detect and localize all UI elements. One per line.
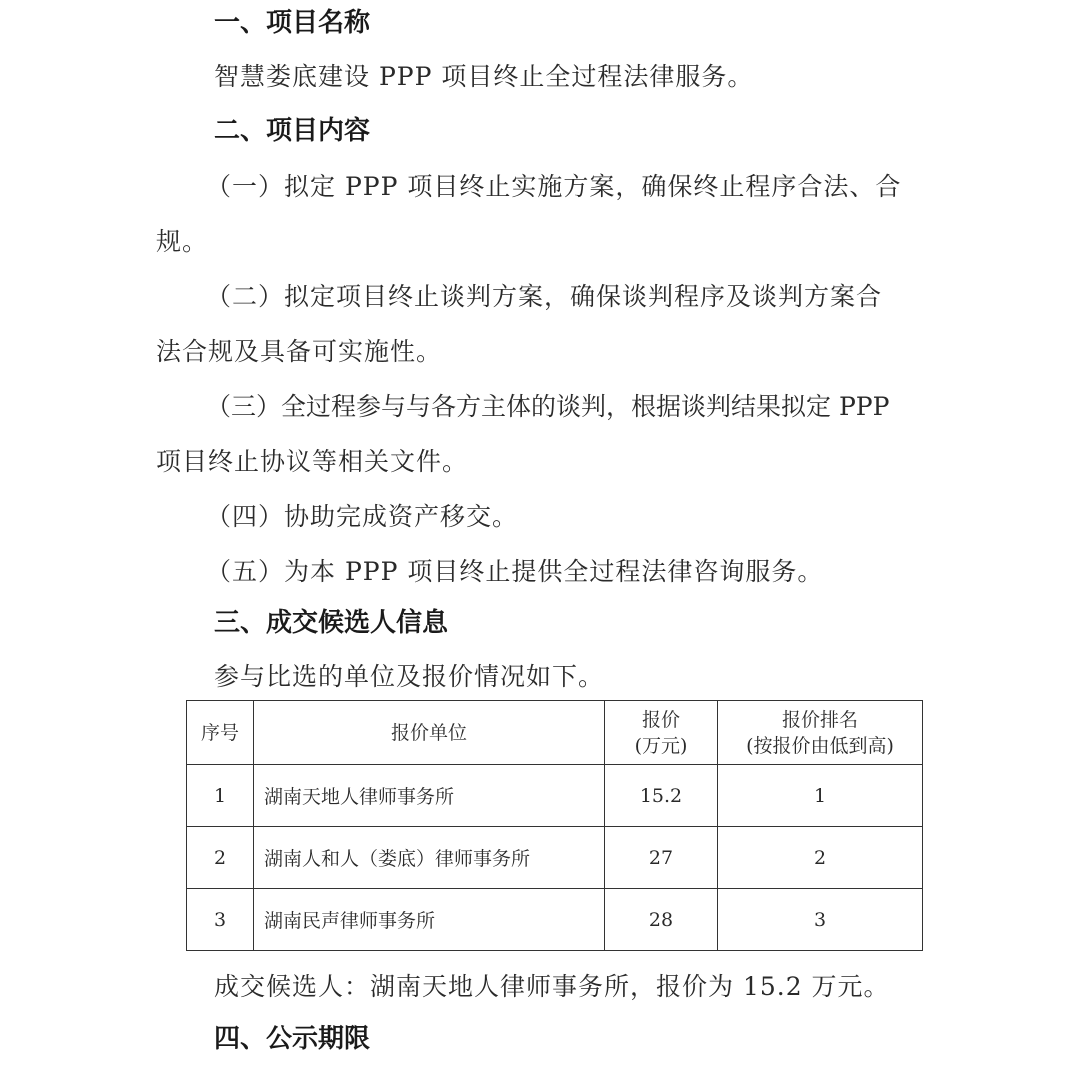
cell-price: 15.2 bbox=[605, 765, 718, 827]
table-row bbox=[187, 889, 923, 951]
quote-table bbox=[186, 700, 923, 951]
content-item-1-line2: 规。 bbox=[156, 227, 209, 256]
cell-seq: 3 bbox=[187, 889, 254, 951]
header-price-l2: (万元) bbox=[634, 734, 688, 757]
cell-price: 27 bbox=[605, 827, 718, 889]
content-item-1-line1: （一）拟定 PPP 项目终止实施方案，确保终止程序合法、合 bbox=[206, 172, 902, 201]
header-unit: 报价单位 bbox=[254, 701, 605, 765]
header-price bbox=[605, 701, 718, 765]
cell-rank: 2 bbox=[718, 827, 923, 889]
table-row bbox=[187, 765, 923, 827]
table-header-row bbox=[187, 701, 923, 765]
content-item-3-line2: 项目终止协议等相关文件。 bbox=[156, 447, 469, 476]
cell-unit: 湖南人和人（娄底）律师事务所 bbox=[254, 827, 605, 889]
content-item-5: （五）为本 PPP 项目终止提供全过程法律咨询服务。 bbox=[206, 557, 824, 586]
content-item-4: （四）协助完成资产移交。 bbox=[206, 502, 519, 531]
project-name-text: 智慧娄底建设 PPP 项目终止全过程法律服务。 bbox=[214, 62, 754, 91]
cell-unit: 湖南天地人律师事务所 bbox=[254, 765, 605, 827]
candidate-result: 成交候选人：湖南天地人律师事务所，报价为 15.2 万元。 bbox=[214, 972, 890, 1001]
heading-project-name: 一、项目名称 bbox=[214, 8, 371, 38]
heading-publicity-period: 四、公示期限 bbox=[214, 1024, 371, 1054]
heading-project-content: 二、项目内容 bbox=[214, 116, 371, 146]
cell-unit: 湖南民声律师事务所 bbox=[254, 889, 605, 951]
content-item-3-line1: （三）全过程参与与各方主体的谈判，根据谈判结果拟定 PPP bbox=[206, 392, 890, 421]
table-row bbox=[187, 827, 923, 889]
cell-price: 28 bbox=[605, 889, 718, 951]
cell-seq: 2 bbox=[187, 827, 254, 889]
header-price-l1: 报价 bbox=[641, 708, 680, 731]
cell-rank: 1 bbox=[718, 765, 923, 827]
cell-rank: 3 bbox=[718, 889, 923, 951]
header-seq: 序号 bbox=[187, 701, 254, 765]
content-item-2-line1: （二）拟定项目终止谈判方案，确保谈判程序及谈判方案合 bbox=[206, 282, 883, 311]
cell-seq: 1 bbox=[187, 765, 254, 827]
header-rank-l1: 报价排名 bbox=[781, 708, 858, 731]
header-rank bbox=[718, 701, 923, 765]
content-item-2-line2: 法合规及具备可实施性。 bbox=[156, 337, 443, 366]
heading-candidate-info: 三、成交候选人信息 bbox=[214, 608, 449, 638]
candidate-intro: 参与比选的单位及报价情况如下。 bbox=[214, 662, 605, 691]
header-rank-l2: (按报价由低到高) bbox=[746, 734, 894, 757]
